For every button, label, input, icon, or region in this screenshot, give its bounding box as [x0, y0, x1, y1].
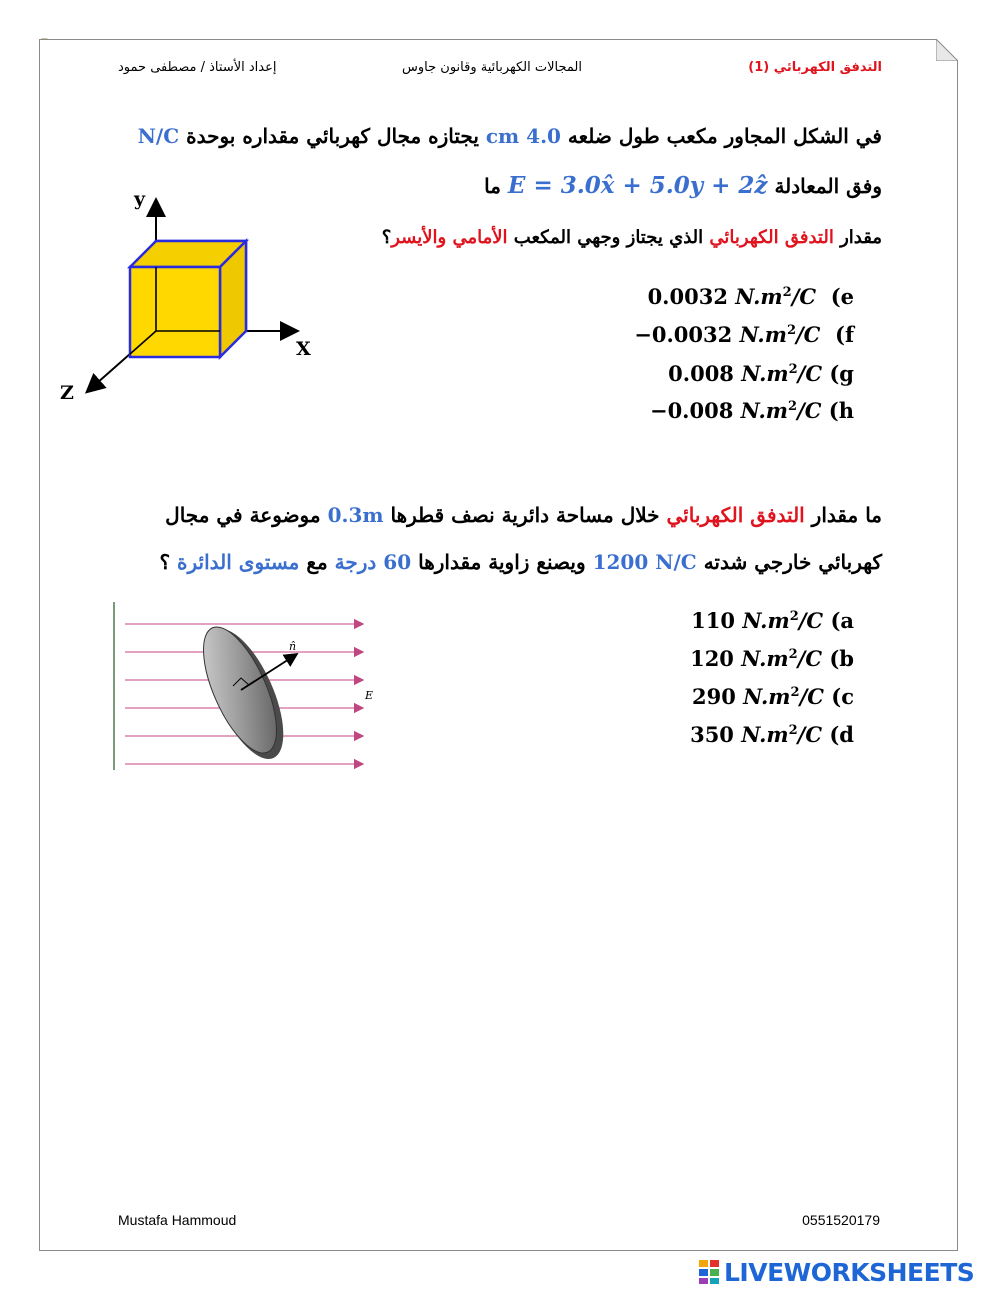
q2-keyword-flux: التدفق الكهربائي — [666, 503, 805, 527]
q2-text: موضوعة في مجال — [165, 503, 328, 527]
q2-option-a[interactable] — [691, 608, 854, 633]
liveworksheets-logo[interactable] — [698, 1257, 974, 1287]
option-value: −0.0032 — [634, 322, 733, 347]
q2-text: مع — [299, 550, 335, 574]
option-value: 290 — [691, 684, 736, 709]
footer-author: Mustafa Hammoud — [118, 1212, 237, 1228]
option-value: 120 — [690, 646, 734, 671]
q1-option-f[interactable] — [634, 322, 854, 347]
q1-line-2 — [484, 172, 882, 199]
option-unit: N.m — [735, 284, 783, 309]
q2-field-strength: 1200 N/C — [592, 550, 697, 574]
q2-radius: 0.3m — [327, 503, 384, 527]
header-author: إعداد الأستاذ / مصطفى حمود — [118, 60, 277, 75]
option-unit: N.m — [739, 322, 787, 347]
option-value: 350 — [690, 722, 734, 747]
option-unit-tail: /C — [797, 722, 823, 747]
option-letter: (g — [829, 361, 854, 386]
option-letter: (h — [828, 398, 854, 423]
q1-option-g[interactable] — [668, 361, 854, 386]
option-unit: N.m — [741, 361, 789, 386]
option-letter: (e — [830, 284, 854, 309]
q2-text: ما مقدار — [804, 503, 882, 527]
option-exponent: 2 — [789, 609, 799, 624]
normal-vector-label: n̂ — [289, 640, 297, 653]
q2-text: ويصنع زاوية مقدارها — [411, 550, 593, 574]
option-unit: N.m — [742, 608, 790, 633]
q1-option-e[interactable] — [648, 284, 854, 309]
option-letter: (d — [829, 722, 854, 747]
q1-line-1 — [138, 124, 882, 148]
z-axis-label: Z — [60, 382, 74, 403]
option-exponent: 2 — [788, 647, 798, 662]
option-letter: (b — [829, 646, 854, 671]
option-unit: N.m — [741, 722, 789, 747]
option-letter: (a — [830, 608, 854, 633]
page-fold-corner — [936, 39, 958, 61]
q2-option-c[interactable] — [692, 684, 854, 709]
q1-field-unit: N/C — [137, 124, 180, 148]
option-value: 0.0032 — [647, 284, 728, 309]
q1-text: مقدار — [833, 227, 882, 248]
q2-option-d[interactable] — [690, 722, 854, 747]
q2-line-1 — [165, 503, 882, 527]
q1-keyword-faces: الأمامي والأيسر — [391, 227, 508, 248]
option-unit-tail: /C — [797, 361, 823, 386]
q1-line-3 — [382, 227, 882, 248]
option-exponent: 2 — [790, 685, 800, 700]
cube-figure — [58, 183, 328, 403]
liveworksheets-logo-icon — [698, 1259, 720, 1285]
option-unit-tail: /C — [797, 398, 822, 423]
q1-text: ؟ — [381, 227, 392, 248]
q2-line-2 — [159, 550, 882, 574]
q1-text: يجتازه مجال كهربائي مقداره بوحدة — [179, 124, 486, 148]
option-exponent: 2 — [788, 723, 798, 738]
option-value: 110 — [691, 608, 735, 633]
option-unit: N.m — [741, 646, 789, 671]
option-unit-tail: /C — [799, 684, 824, 709]
option-exponent: 2 — [782, 285, 792, 300]
q2-text: خلال مساحة دائرية نصف قطرها — [383, 503, 667, 527]
header-topic: التدفق الكهربائي (1) — [748, 60, 882, 75]
q1-keyword-flux: التدفق الكهربائي — [709, 227, 834, 248]
option-unit-tail: /C — [796, 322, 821, 347]
option-exponent: 2 — [788, 362, 798, 377]
header-chapter: المجالات الكهربائية وقانون جاوس — [402, 60, 582, 75]
q1-field-equation: E = 3.0x̂ + 5.0y + 2ẑ — [507, 172, 768, 199]
q1-option-h[interactable] — [650, 398, 854, 423]
q2-text: كهربائي خارجي شدته — [696, 550, 882, 574]
q2-option-b[interactable] — [690, 646, 854, 671]
cube-front-face — [130, 267, 220, 357]
q1-text: الذي يجتاز وجهي المكعب — [507, 227, 710, 248]
q2-keyword-plane: مستوى الدائرة — [177, 550, 300, 574]
q1-text: في الشكل المجاور مكعب طول ضلعه — [560, 124, 882, 148]
q1-side-length: 4.0 cm — [485, 124, 561, 148]
option-exponent: 2 — [788, 399, 798, 414]
option-unit-tail: /C — [797, 646, 823, 671]
option-unit-tail: /C — [791, 284, 817, 309]
option-unit: N.m — [740, 398, 789, 423]
q2-angle: 60 درجة — [334, 550, 412, 574]
footer-phone: 0551520179 — [802, 1212, 880, 1228]
liveworksheets-logo-text: LIVEWORKSHEETS — [724, 1257, 975, 1287]
option-value: 0.008 — [668, 361, 734, 386]
figure-left-edge — [113, 602, 115, 770]
disk-field-figure — [113, 602, 375, 770]
field-label: E — [365, 689, 374, 702]
option-exponent: 2 — [786, 323, 796, 338]
option-letter: (c — [831, 684, 854, 709]
y-axis-label: y — [134, 188, 146, 210]
q2-text: ؟ — [159, 550, 178, 574]
q1-text: ما — [484, 174, 508, 198]
option-unit: N.m — [743, 684, 791, 709]
option-value: −0.008 — [649, 398, 734, 423]
option-unit-tail: /C — [798, 608, 824, 633]
x-axis-label: X — [296, 338, 311, 360]
option-letter: (f — [835, 322, 854, 347]
q1-text: وفق المعادلة — [767, 174, 882, 198]
